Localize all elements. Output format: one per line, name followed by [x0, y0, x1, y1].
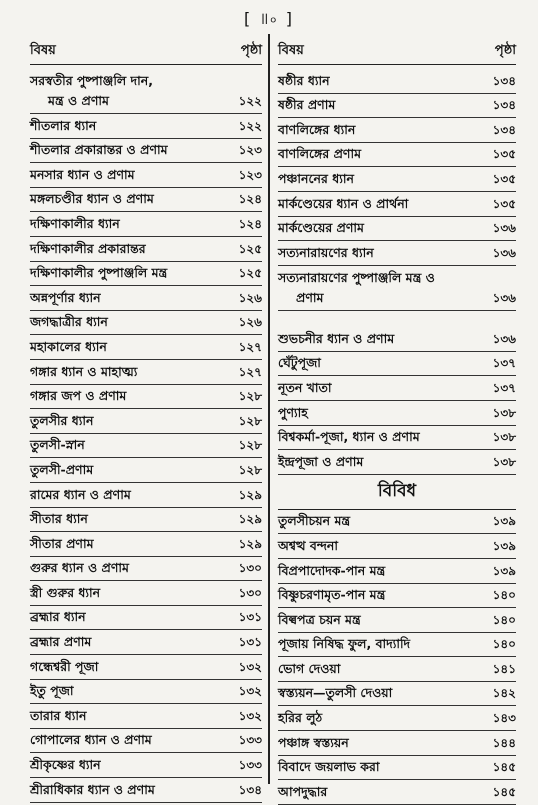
entry-title: মার্কণ্ডেয়ের ধ্যান ও প্রার্থনা: [278, 195, 409, 211]
entry-page: ১৩৮: [492, 454, 516, 469]
entry-page: ১৩৬: [492, 290, 516, 305]
entry-title: ষষ্ঠীর প্রণাম: [278, 97, 336, 113]
toc-entry: [30, 385, 262, 410]
page-header: পৃষ্ঠা: [494, 43, 516, 58]
entry-title: জগদ্ধাত্রীর ধ্যান: [30, 314, 108, 330]
page-header: পৃষ্ঠা: [240, 43, 262, 58]
entry-title-continuation: [30, 93, 262, 113]
toc-entry: [30, 286, 262, 311]
entry-title: বাণলিঙ্গের প্রণাম: [278, 146, 362, 162]
entry-title: নূতন খাতা: [278, 379, 332, 395]
header-rule: [278, 64, 516, 65]
entry-page: ১২৫: [238, 266, 262, 281]
entry-page: ১৩৫: [492, 196, 516, 211]
entry-page: ১৪১: [492, 661, 516, 676]
entry-page: ১২৯: [238, 487, 262, 502]
entry-title: বিল্বপত্র চয়ন মন্ত্র: [278, 611, 361, 627]
toc-entry: [30, 163, 262, 188]
entry-page: ১৪৫: [492, 784, 516, 799]
entry-page: ১৩৮: [492, 430, 516, 445]
entry-title: ইন্দ্রপূজা ও প্রণাম: [278, 453, 364, 469]
toc-entry: [30, 262, 262, 287]
entry-title: তুলসীচয়ন মন্ত্র: [278, 513, 351, 529]
entry-title: শীতলার ধ্যান: [30, 117, 97, 133]
entry-title: মঙ্গলচণ্ডীর ধ্যান ও প্রণাম: [30, 191, 154, 207]
entry-page: ১৩৫: [492, 171, 516, 186]
entry-title-line2: মন্ত্র ও প্রণাম: [48, 93, 109, 108]
entry-page: ১৪২: [492, 686, 516, 701]
entry-title: গুরুর ধ্যান ও প্রণাম: [30, 560, 129, 576]
entry-title: বিষ্ণুচরণামৃত-পান মন্ত্র: [278, 587, 386, 603]
entry-page: ১৩৫: [492, 147, 516, 162]
toc-entry: [278, 450, 516, 475]
entry-page: ১৩১: [238, 610, 262, 625]
toc-entry: [278, 584, 516, 609]
toc-entry: [30, 630, 262, 655]
toc-entry: [278, 241, 516, 266]
column-divider: [268, 34, 270, 784]
entry-page: ১২৩: [238, 167, 262, 182]
entry-title: গঙ্গার জপ ও প্রণাম: [30, 388, 127, 404]
toc-entry: [278, 376, 516, 401]
left-entry-list: [30, 69, 262, 803]
entry-title: মার্কণ্ডেয়ের প্রণাম: [278, 220, 365, 236]
entry-title: পঞ্চাননের ধ্যান: [278, 170, 354, 186]
entry-page: ১২২: [238, 118, 262, 133]
entry-title: আপদুদ্ধার: [278, 783, 328, 799]
entry-title: ঘেঁটুপূজা: [278, 355, 321, 371]
entry-page: ১২৮: [238, 438, 262, 453]
toc-entry: [30, 753, 262, 778]
toc-entry: [30, 606, 262, 631]
entry-title: মহাকালের ধ্যান: [30, 338, 107, 354]
toc-entry: [278, 780, 516, 805]
entry-page: ১৩২: [238, 684, 262, 699]
entry-title: ব্রহ্মার প্রণাম: [30, 634, 92, 650]
entry-page: ১২৪: [238, 192, 262, 207]
entry-page: ১৪০: [492, 637, 516, 652]
toc-entry: [30, 69, 262, 114]
entry-title: বিপ্রপাদোদক-পান মন্ত্র: [278, 562, 386, 578]
entry-title: স্বস্ত্যয়ন—তুলসী দেওয়া: [278, 685, 393, 701]
toc-entry: [278, 731, 516, 756]
entry-page: ১৪৫: [492, 760, 516, 775]
entry-page: ১৩৩: [238, 758, 262, 773]
header-rule: [30, 64, 262, 65]
entry-page: ১২৭: [238, 339, 262, 354]
toc-entry: [278, 311, 516, 352]
entry-page: ১৩৯: [492, 538, 516, 553]
entry-title: অশ্বত্থ বন্দনা: [278, 537, 338, 553]
entry-title: তারার ধ্যান: [30, 707, 87, 723]
entry-page: ১২৮: [238, 389, 262, 404]
toc-entry: [30, 409, 262, 434]
entry-page: ১৩২: [238, 659, 262, 674]
entry-title: সীতার ধ্যান: [30, 511, 88, 527]
toc-entry: [30, 188, 262, 213]
toc-entry: [278, 682, 516, 707]
entry-page: ১৩৬: [492, 331, 516, 346]
toc-entry: [30, 311, 262, 336]
entry-title: তুলসী-স্নান: [30, 437, 85, 453]
subject-header: বিষয়: [30, 43, 56, 58]
entry-title: পুণ্যাহ: [278, 404, 308, 420]
entry-title: সরস্বতীর পুষ্পাঞ্জলি দান,: [30, 73, 153, 88]
toc-entry: [30, 655, 262, 680]
entry-title: শীতলার প্রকারান্তর ও প্রণাম: [30, 142, 168, 158]
toc-entry: [278, 217, 516, 242]
entry-page: ১৪০: [492, 612, 516, 627]
toc-entry: [278, 69, 516, 94]
entry-title: সীতার প্রণাম: [30, 535, 94, 551]
toc-entry: [30, 508, 262, 533]
entry-page: ১২৯: [238, 536, 262, 551]
toc-entry: [30, 458, 262, 483]
entry-title: ব্রহ্মার ধ্যান: [30, 609, 86, 625]
toc-entry: [278, 143, 516, 168]
entry-page: ১২৮: [238, 413, 262, 428]
toc-entry: [278, 426, 516, 451]
toc-entry: [278, 167, 516, 192]
entry-page: ১৩০: [238, 561, 262, 576]
entry-page: ১৩৪: [492, 98, 516, 113]
entry-title: তুলসীর ধ্যান: [30, 412, 94, 428]
toc-entry: [30, 434, 262, 459]
toc-entry: [278, 706, 516, 731]
entry-page: ১৪৩: [492, 711, 516, 726]
entry-title: বিবাদে জয়লাভ করা: [278, 759, 380, 775]
entry-page: ১২৭: [238, 364, 262, 379]
entry-title: গঙ্গার ধ্যান ও মাহাত্ম্য: [30, 363, 138, 379]
toc-entry: [30, 557, 262, 582]
right-column-header: [278, 40, 516, 62]
page-number: [ ॥৹ ]: [244, 9, 294, 28]
entry-title: তুলসী-প্রণাম: [30, 461, 94, 477]
toc-entry: [30, 532, 262, 557]
entry-page: ১৩৪: [238, 782, 262, 797]
toc-entry: [30, 729, 262, 754]
right-entry-list: [278, 69, 516, 475]
entry-page: ১৩৪: [492, 122, 516, 137]
entry-page: ১৪৪: [492, 735, 516, 750]
toc-entry: [278, 266, 516, 311]
entry-page: ১৩৭: [492, 380, 516, 395]
toc-entry: [30, 581, 262, 606]
toc-entry: [30, 704, 262, 729]
misc-entry-list: [278, 510, 516, 805]
entry-title: পঞ্চাঙ্গ স্বস্ত্যয়ন: [278, 734, 349, 750]
entry-title: গোপালের ধ্যান ও প্রণাম: [30, 732, 152, 748]
entry-title: হরির লুঠ: [278, 710, 323, 726]
entry-title: দক্ষিণাকালীর প্রকারান্তর: [30, 240, 146, 256]
toc-entry: [30, 483, 262, 508]
entry-title-continuation: [278, 290, 516, 310]
entry-page: ১২৫: [238, 241, 262, 256]
toc-entry: [30, 237, 262, 262]
entry-title: সত্যনারায়ণের ধ্যান: [278, 244, 374, 260]
entry-title: দক্ষিণাকালীর ধ্যান: [30, 215, 120, 231]
entry-title: স্ত্রী গুরুর ধ্যান: [30, 584, 101, 600]
toc-entry: [30, 778, 262, 803]
entry-title: বিশ্বকর্মা-পূজা, ধ্যান ও প্রণাম: [278, 429, 420, 445]
entry-page: ১৩৮: [492, 405, 516, 420]
misc-section-heading: বিবিধ: [278, 475, 516, 510]
entry-page: ১৩৩: [238, 733, 262, 748]
entry-page: ১৩০: [238, 585, 262, 600]
toc-entry: [30, 114, 262, 139]
toc-entry: [278, 352, 516, 377]
entry-title: রামের ধ্যান ও প্রণাম: [30, 486, 131, 502]
entry-title: দক্ষিণাকালীর পুষ্পাঞ্জলি মন্ত্র: [30, 265, 168, 281]
entry-title: ষষ্ঠীর ধ্যান: [278, 72, 330, 88]
entry-page: ১২৬: [238, 315, 262, 330]
entry-page: ১২৮: [238, 462, 262, 477]
entry-title: অন্নপূর্ণার ধ্যান: [30, 289, 101, 305]
entry-page: ১৪০: [492, 588, 516, 603]
entry-title: মনসার ধ্যান ও প্রণাম: [30, 166, 135, 182]
toc-entry: [30, 212, 262, 237]
entry-title: ইতু পূজা: [30, 683, 74, 699]
entry-title: সত্যনারায়ণের পুষ্পাঞ্জলি মন্ত্র ও: [278, 269, 435, 285]
right-column: [278, 40, 516, 805]
entry-page: ১৩৪: [492, 73, 516, 88]
toc-entry: [278, 401, 516, 426]
entry-page: ১২৩: [238, 143, 262, 158]
toc-entry: [278, 192, 516, 217]
entry-page: ১৩৭: [492, 356, 516, 371]
toc-entry: [278, 608, 516, 633]
entry-page: ১২২: [238, 94, 262, 108]
entry-page: ১৩৬: [492, 221, 516, 236]
toc-entry: [278, 756, 516, 781]
entry-title: পূজায় নিষিদ্ধ ফুল, বাদ্যাদি: [278, 636, 411, 652]
entry-page: ১২৬: [238, 290, 262, 305]
left-column-header: [30, 40, 262, 62]
entry-title: শ্রীরাধিকার ধ্যান ও প্রণাম: [30, 781, 155, 797]
toc-entry: [278, 534, 516, 559]
entry-page: ১৩১: [238, 635, 262, 650]
entry-page: ১৩২: [238, 708, 262, 723]
toc-entry: [30, 360, 262, 385]
entry-title: গন্ধেশ্বরী পূজা: [30, 658, 99, 674]
toc-entry: [278, 94, 516, 119]
toc-entry: [30, 335, 262, 360]
entry-page: ১৩৯: [492, 563, 516, 578]
toc-entry: [278, 657, 516, 682]
entry-page: ১২৯: [238, 512, 262, 527]
entry-page: ১৩৬: [492, 245, 516, 260]
toc-entry: [278, 510, 516, 535]
entry-title-line2: প্রণাম: [296, 289, 324, 305]
toc-entry: [278, 559, 516, 584]
toc-entry: [30, 680, 262, 705]
left-column: [30, 40, 262, 803]
entry-title: ভোগ দেওয়া: [278, 660, 341, 676]
entry-page: ১৩৯: [492, 514, 516, 529]
subject-header: বিষয়: [278, 43, 304, 58]
entry-title: শ্রীকৃষ্ণের ধ্যান: [30, 757, 101, 773]
toc-entry: [30, 139, 262, 164]
entry-title: বাণলিঙ্গের ধ্যান: [278, 121, 356, 137]
entry-page: ১২৪: [238, 216, 262, 231]
toc-entry: [278, 118, 516, 143]
entry-title: শুভচনীর ধ্যান ও প্রণাম: [278, 330, 395, 346]
toc-entry: [278, 633, 516, 658]
